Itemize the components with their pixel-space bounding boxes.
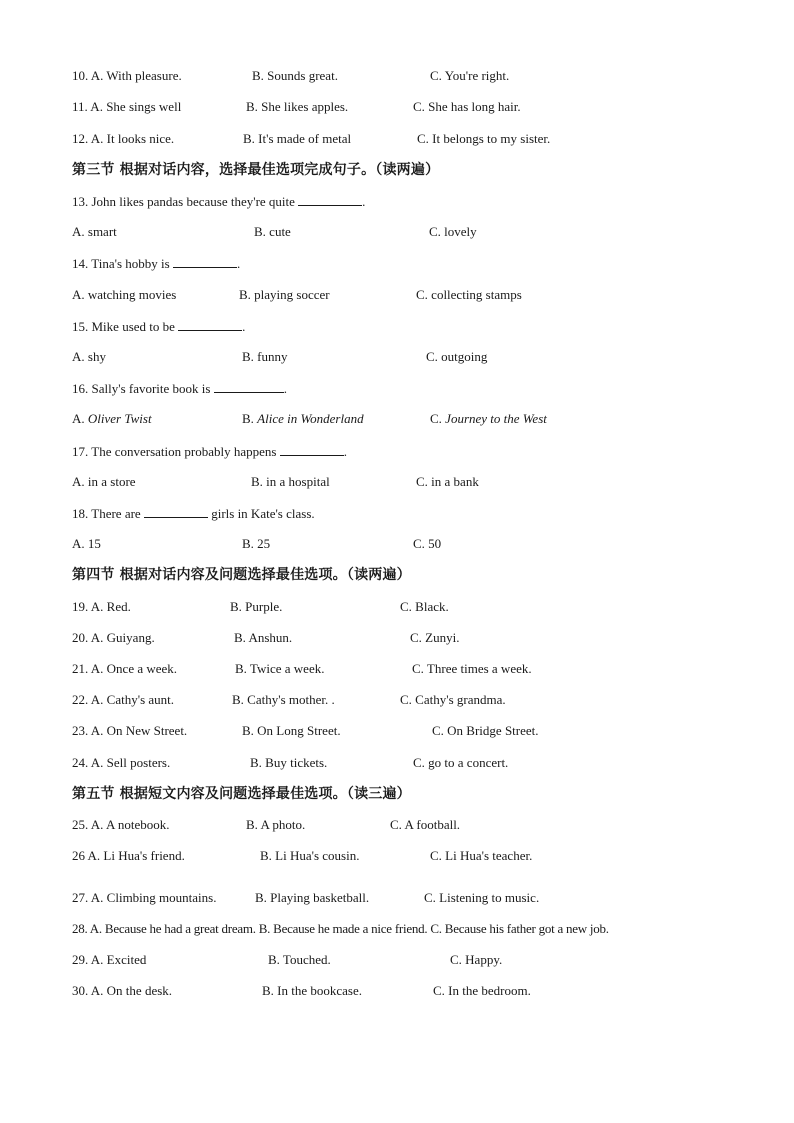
option-a: 21. A. Once a week. — [72, 661, 178, 676]
option-a: 20. A. Guiyang. — [72, 630, 155, 645]
section-heading-part5: 第五节 根据短文内容及问题选择最佳选项。（读三遍） — [72, 786, 411, 802]
option-letter: A. — [72, 411, 88, 426]
option-b: B. It's made of metal — [243, 131, 352, 146]
option-c — [430, 411, 547, 427]
option-c: C. Happy. — [450, 952, 503, 967]
option-a: 26 A. Li Hua's friend. — [72, 848, 185, 863]
stem-text: 14. Tina's hobby is — [72, 256, 173, 271]
option-c: C. collecting stamps — [416, 287, 522, 302]
option-a: 25. A. A notebook. — [72, 817, 170, 832]
option-b: B. Purple. — [230, 599, 283, 614]
option-b: B. Li Hua's cousin. — [260, 848, 360, 863]
option-a: 29. A. Excited — [72, 952, 147, 967]
stem-end: . — [343, 444, 347, 459]
option-c: C. You're right. — [430, 68, 510, 83]
stem-text: 13. John likes pandas because they're quite — [72, 194, 299, 209]
option-a: A. in a store — [72, 474, 136, 489]
option-c: C. Three times a week. — [412, 661, 532, 676]
question-28: 28. A. Because he had a great dream. B. Because he made a nice friend. C. Because his father got a new job. — [72, 921, 609, 936]
option-letter: C. — [430, 411, 446, 426]
option-c: C. 50 — [413, 536, 442, 551]
option-b: B. Playing basketball. — [255, 890, 370, 905]
option-b: B. Sounds great. — [252, 68, 338, 83]
stem-end: . — [362, 194, 366, 209]
option-a: A. smart — [72, 224, 117, 239]
option-b: B. funny — [242, 349, 288, 364]
question-14-stem — [72, 255, 240, 272]
stem-text: 17. The conversation probably happens — [72, 444, 280, 459]
answer-blank — [178, 318, 242, 331]
option-a: 12. A. It looks nice. — [72, 131, 175, 146]
option-b: B. 25 — [242, 536, 271, 551]
stem-text: 18. There are — [72, 506, 144, 521]
stem-end: . — [242, 319, 246, 334]
option-c: C. Li Hua's teacher. — [430, 848, 533, 863]
answer-blank — [280, 443, 344, 456]
option-a: A. shy — [72, 349, 106, 364]
stem-end: . — [236, 256, 241, 271]
question-17-stem — [72, 443, 347, 460]
option-b — [242, 411, 364, 427]
option-b: B. A photo. — [246, 817, 306, 832]
option-a: A. watching movies — [72, 287, 177, 302]
option-a: 24. A. Sell posters. — [72, 755, 171, 770]
book-title: Oliver Twist — [87, 411, 152, 426]
option-letter: B. — [242, 411, 258, 426]
stem-text: 15. Mike used to be — [72, 319, 179, 334]
option-c: C. She has long hair. — [413, 99, 521, 114]
stem-end: . — [283, 381, 287, 396]
option-b: B. in a hospital — [251, 474, 330, 489]
option-b: B. In the bookcase. — [262, 983, 363, 998]
option-a: 19. A. Red. — [72, 599, 131, 614]
section-heading-part3: 第三节 根据对话内容，选择最佳选项完成句子。（读两遍） — [72, 162, 440, 178]
option-c: C. Black. — [400, 599, 449, 614]
book-title: Journey to the West — [445, 411, 547, 426]
question-18-stem — [72, 505, 315, 522]
option-c: C. A football. — [390, 817, 461, 832]
option-c: C. It belongs to my sister. — [417, 131, 551, 146]
option-c: C. On Bridge Street. — [432, 723, 539, 738]
question-13-stem — [72, 193, 365, 210]
stem-end: girls in Kate's class. — [207, 506, 315, 521]
option-c: C. in a bank — [416, 474, 479, 489]
book-title: Alice in Wonderland — [257, 411, 364, 426]
option-a: 11. A. She sings well — [72, 99, 182, 114]
option-a: 22. A. Cathy's aunt. — [72, 692, 175, 707]
option-b: B. Anshun. — [234, 630, 293, 645]
option-a: 27. A. Climbing mountains. — [72, 890, 217, 905]
option-b: B. Twice a week. — [235, 661, 325, 676]
option-c: C. Zunyi. — [410, 630, 460, 645]
option-c: C. go to a concert. — [413, 755, 509, 770]
option-b: B. She likes apples. — [246, 99, 349, 114]
option-b: B. Touched. — [268, 952, 331, 967]
option-a: 23. A. On New Street. — [72, 723, 188, 738]
option-b: B. cute — [254, 224, 291, 239]
option-c: C. In the bedroom. — [433, 983, 531, 998]
option-c: C. Listening to music. — [424, 890, 540, 905]
option-a — [72, 411, 152, 427]
question-15-stem — [72, 318, 245, 335]
stem-text: 16. Sally's favorite book is — [72, 381, 214, 396]
option-a: 30. A. On the desk. — [72, 983, 173, 998]
option-a: A. 15 — [72, 536, 101, 551]
option-c: C. Cathy's grandma. — [400, 692, 506, 707]
option-a: 10. A. With pleasure. — [72, 68, 182, 83]
answer-blank — [214, 380, 284, 393]
question-16-stem — [72, 380, 287, 397]
answer-blank — [173, 255, 237, 268]
answer-blank — [144, 505, 208, 518]
answer-blank — [298, 193, 362, 206]
option-b: B. Cathy's mother. . — [232, 692, 335, 707]
option-b: B. Buy tickets. — [250, 755, 328, 770]
option-b: B. On Long Street. — [242, 723, 341, 738]
section-heading-part4: 第四节 根据对话内容及问题选择最佳选项。（读两遍） — [72, 567, 411, 583]
option-c: C. lovely — [429, 224, 477, 239]
option-b: B. playing soccer — [239, 287, 330, 302]
option-c: C. outgoing — [426, 349, 488, 364]
